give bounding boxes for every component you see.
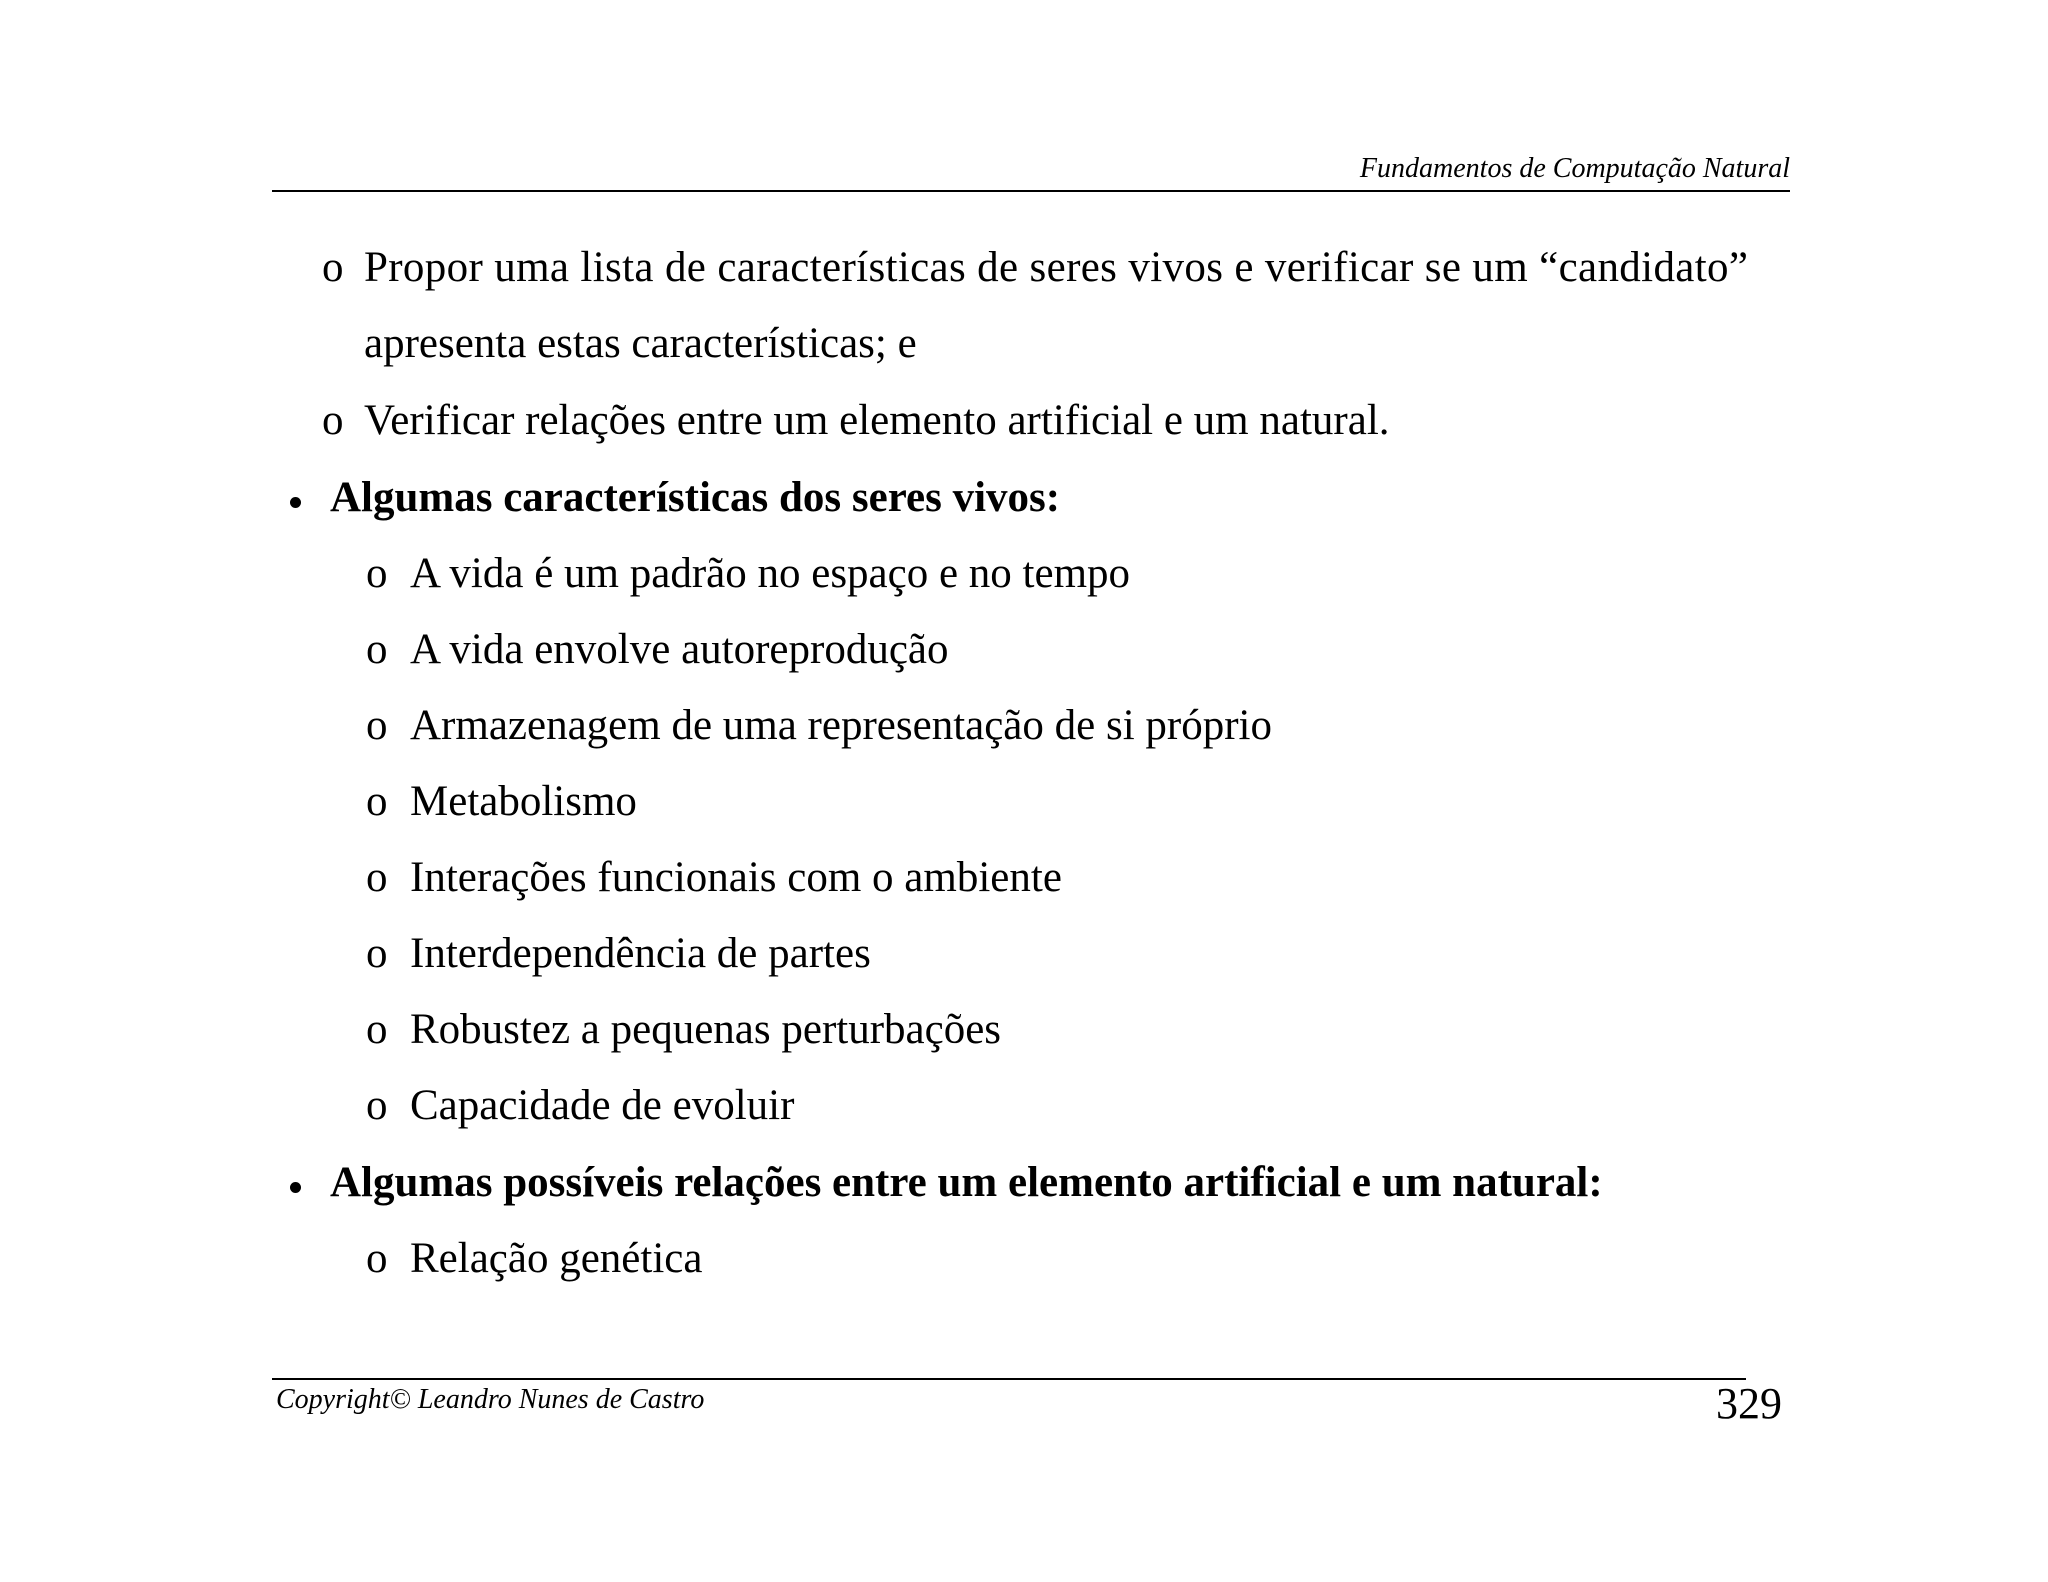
circle-bullet-icon: o: [366, 550, 388, 597]
list-item: Interações funcionais com o ambiente: [410, 854, 1062, 901]
list-item-line: Verificar relações entre um elemento artificial e um natural.: [364, 397, 1390, 444]
list-item: A vida envolve autoreprodução: [410, 626, 949, 673]
header-divider: [272, 190, 1790, 192]
circle-bullet-icon: o: [366, 930, 388, 977]
circle-bullet-icon: o: [366, 626, 388, 673]
footer-divider: [272, 1378, 1746, 1380]
circle-bullet-icon: o: [366, 702, 388, 749]
list-item: Relação genética: [410, 1235, 703, 1282]
list-item: Capacidade de evoluir: [410, 1082, 795, 1129]
header-title: Fundamentos de Computação Natural: [1359, 153, 1790, 184]
page-number: 329: [1716, 1379, 1782, 1428]
copyright-text: Copyright© Leandro Nunes de Castro: [276, 1384, 705, 1415]
bullet-icon: [290, 1182, 301, 1193]
list-item-line: Propor uma lista de características de seres vivos e verificar se um “candidato”: [364, 244, 1749, 291]
circle-bullet-icon: o: [322, 397, 344, 444]
circle-bullet-icon: o: [366, 1006, 388, 1053]
circle-bullet-icon: o: [366, 1082, 388, 1129]
circle-bullet-icon: o: [366, 1235, 388, 1282]
list-item-line: apresenta estas características; e: [364, 320, 917, 367]
circle-bullet-icon: o: [322, 244, 344, 291]
section-heading: Algumas possíveis relações entre um elemento artificial e um natural:: [330, 1159, 1603, 1206]
section-heading: Algumas características dos seres vivos:: [330, 474, 1061, 521]
list-item: Interdependência de partes: [410, 930, 871, 977]
list-item: A vida é um padrão no espaço e no tempo: [410, 550, 1131, 597]
list-item: Robustez a pequenas perturbações: [410, 1006, 1002, 1053]
circle-bullet-icon: o: [366, 854, 388, 901]
circle-bullet-icon: o: [366, 778, 388, 825]
list-item: Armazenagem de uma representação de si próprio: [410, 702, 1272, 749]
bullet-icon: [290, 497, 301, 508]
list-item: Metabolismo: [410, 778, 637, 825]
